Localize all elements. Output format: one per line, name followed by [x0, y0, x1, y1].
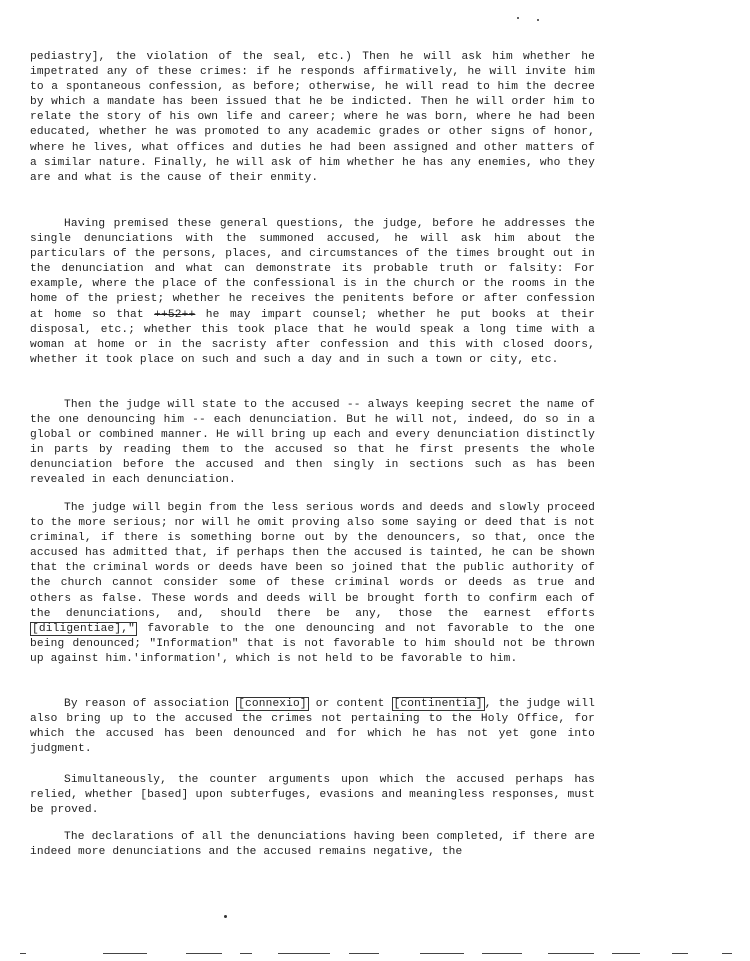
scan-speck — [537, 19, 539, 21]
paragraph-3-text: Then the judge will state to the accused -- always keeping secret the name of the one denouncing him -- each denunciation. But he will not, indeed, do so in a global or combined manner. He will bring up each and every denunciation distinctly in parts by reading them to the accused so that he first presents the whole denunciation before the accused and then singly in sections such as has been revealed in each denunciation. — [30, 399, 595, 487]
scan-speck — [224, 915, 227, 918]
scan-edge-mark — [420, 953, 464, 954]
paragraph-5-text-b: or content — [308, 698, 392, 710]
scan-edge-mark — [103, 953, 147, 954]
paragraph-3 — [30, 398, 595, 489]
scan-edge-mark — [612, 953, 640, 954]
scan-speck — [517, 17, 519, 19]
scan-edge-mark — [349, 953, 379, 954]
paragraph-2 — [30, 217, 595, 368]
scan-edge-mark — [548, 953, 594, 954]
paragraph-5-text-a: By reason of association — [64, 698, 237, 710]
scan-edge-mark — [240, 953, 252, 954]
paragraph-1 — [30, 50, 595, 186]
paragraph-4 — [30, 501, 595, 667]
struck-insertion: ++52++ — [154, 308, 196, 321]
latin-term-continentia: [continentia] — [393, 698, 483, 710]
scan-edge-mark — [20, 953, 26, 954]
paragraph-6 — [30, 773, 595, 818]
paragraph-4-text-b: favorable to the one denouncing and not favorable to the one being denounced; "Information" that is not favorable to him should not be thrown up against him.'information', which is not held to be favorable to him. — [30, 622, 595, 665]
paragraph-5 — [30, 697, 595, 757]
latin-term-diligentiae: [diligentiae]," — [32, 622, 135, 635]
scan-edge-mark — [278, 953, 330, 954]
paragraph-2-text-a: Having premised these general questions, the judge, before he addresses the single denunciations with the summoned accused, he will ask him about the particulars of the persons, places, and circumstances of the times brought out in the denunciation and what can demonstrate its probable truth or falsity: For example, where the place of the confessional is in the church or the rooms in the home of the priest; whether he receives the penitents before or after confession at home so that — [30, 218, 595, 321]
scan-edge-mark — [722, 953, 732, 954]
paragraph-4-text-a: The judge will begin from the less serious words and deeds and slowly proceed to the more serious; nor will he omit proving also some saying or deed that is not criminal, if there is something borne out by the denouncers, so that, once the accused has admitted that, if perhaps then the accused is tainted, he can be shown that the criminal words or deeds have been so joined that the public authority of the church cannot consider some of these criminal words or deeds as true and others as false. These words and deeds will be brought forth to confirm each of the denunciations, and, should there be any, those the earnest efforts — [30, 502, 595, 620]
scan-edge-mark — [482, 953, 522, 954]
scan-edge-mark — [672, 953, 688, 954]
paragraph-2-text-b: he may impart counsel; whether he put books at their disposal, etc.; whether this took place that he would speak a long time with a woman at home or in the sacristy after confession and this with closed doors, whether it took place on such and such a day and in such a town or city, etc. — [30, 308, 595, 366]
scan-edge-mark — [186, 953, 222, 954]
paragraph-7 — [30, 830, 595, 860]
paragraph-6-text: Simultaneously, the counter arguments upon which the accused perhaps has relied, whether [based] upon subterfuges, evasions and meaningless responses, must be proved. — [30, 774, 595, 817]
paragraph-5-text-c: , the judge will also bring up to the accused the crimes not pertaining to the Holy Office, for which the accused has been denounced and for which he has not yet gone into judgment. — [30, 698, 595, 756]
latin-term-connexio: [connexio] — [238, 698, 307, 710]
paragraph-1-text: pediastry], the violation of the seal, etc.) Then he will ask him whether he impetrated any of these crimes: if he responds affirmatively, he will invite him to a spontaneous confession, as before; otherwise, he will read to him the decree by which a mandate has been issued that he be indicted. Then he will order him to relate the story of his own life and career; where he was born, where he had been educated, whether he was promoted to any academic grades or other signs of honor, where he lives, what offices and duties he had been assigned and other matters of a similar nature. Finally, he will ask of him whether he has any enemies, who they are and what is the cause of their enmity. — [30, 51, 595, 184]
paragraph-7-text: The declarations of all the denunciations having been completed, if there are indeed more denunciations and the accused remains negative, the — [30, 831, 595, 859]
